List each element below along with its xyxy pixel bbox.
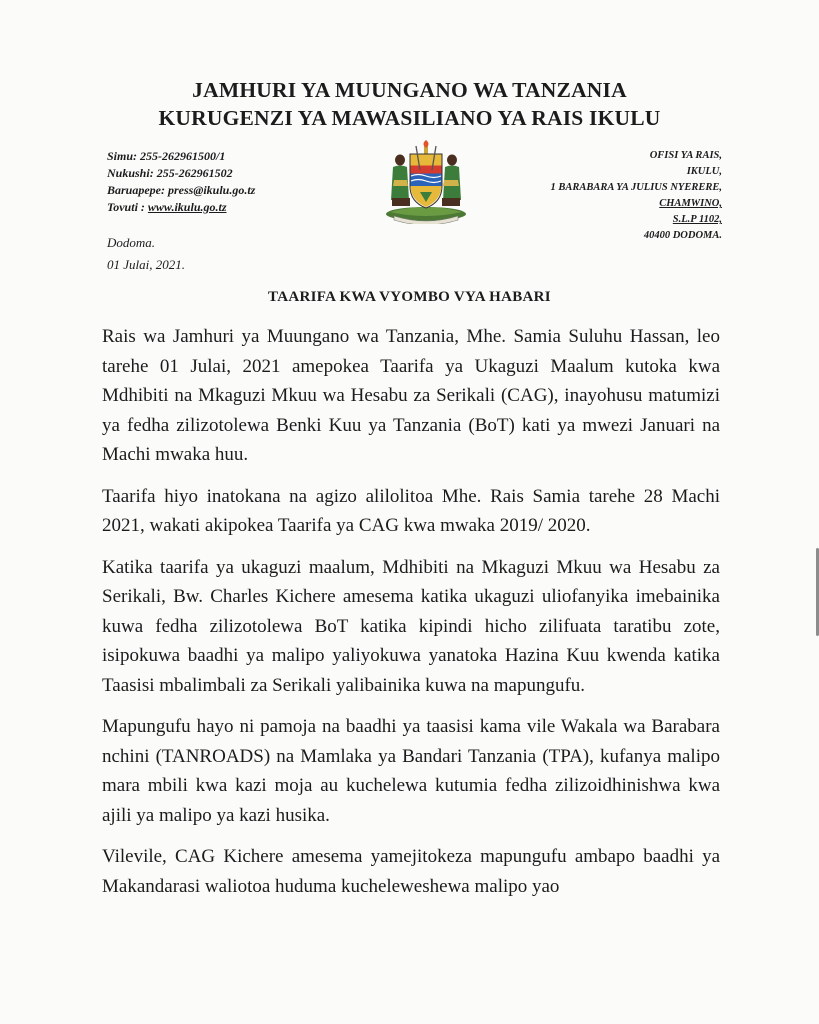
email-address[interactable]: Baruapepe: press@ikulu.go.tz <box>107 183 256 197</box>
header-line-1: JAMHURI YA MUUNGANO WA TANZANIA <box>192 78 627 102</box>
date: 01 Julai, 2021. <box>107 257 185 272</box>
place: Dodoma. <box>107 235 156 250</box>
fax-number: Nukushi: 255-262961502 <box>107 166 233 180</box>
address-line-1: OFISI YA RAIS, <box>649 150 722 161</box>
website-label: Tovuti : <box>107 200 148 214</box>
address-line-5: S.L.P 1102, <box>672 214 722 225</box>
address-line-3: 1 BARABARA YA JULIUS NYERERE, <box>550 182 722 193</box>
contact-block <box>107 148 255 216</box>
coat-of-arms-icon <box>380 140 472 224</box>
paragraph: Rais wa Jamhuri ya Muungano wa Tanzania, Mhe. Samia Suluhu Hassan, leo tarehe 01 Julai, 2021 amepokea Taarifa ya Ukaguzi Maalum kutoka kwa Mdhibiti na Mkaguzi Mkuu wa Hesabu za Serikali (CAG), inayohusu matumizi ya fedha zilizotolewa Benki Kuu ya Tanzania (BoT) kati ya mwezi Januari na Machi mwaka huu. <box>102 326 720 465</box>
press-release-body <box>102 322 720 913</box>
paragraph: Vilevile, CAG Kichere amesema yamejitokeza mapungufu ambapo baadhi ya Makandarasi waliotoa huduma kucheleweshewa malipo yao <box>102 846 720 897</box>
paragraph: Mapungufu hayo ni pamoja na baadhi ya taasisi kama vile Wakala wa Barabara nchini (TANROADS) na Mamlaka ya Bandari Tanzania (TPA), kufanya malipo mara mbili kwa kazi moja au kuchelewa kutumia fedha zilizoidhinishwa kwa ajili ya malipo ya kazi husika. <box>102 716 720 826</box>
office-address-block <box>482 148 722 244</box>
address-line-2: IKULU, <box>686 166 722 177</box>
phone-number: Simu: 255-262961500/1 <box>107 149 226 163</box>
address-line-4: CHAMWINO, <box>659 198 722 209</box>
paragraph: Katika taarifa ya ukaguzi maalum, Mdhibiti na Mkaguzi Mkuu wa Hesabu za Serikali, Bw. Charles Kichere amesema katika ukaguzi uliofanyika imebainika kuwa fedha zilizotolewa BoT katika kipindi hicho zilifuata taratibu zote, isipokuwa baadhi ya malipo yaliyokuwa yanatoka Hazina Kuu kwenda katika Taasisi mbalimbali za Serikali yalibainika kuwa na mapungufu. <box>102 556 720 696</box>
press-release-title: TAARIFA KWA VYOMBO VYA HABARI <box>268 289 551 305</box>
place-date-block <box>107 232 185 276</box>
header-line-2: KURUGENZI YA MAWASILIANO YA RAIS IKULU <box>158 106 661 130</box>
paragraph: Taarifa hiyo inatokana na agizo alilolitoa Mhe. Rais Samia tarehe 28 Machi 2021, wakati akipokea Taarifa ya CAG kwa mwaka 2019/ 2020. <box>102 485 720 536</box>
address-line-6: 40400 DODOMA. <box>643 230 722 241</box>
website-link[interactable]: www.ikulu.go.tz <box>147 200 227 214</box>
website-row <box>107 199 255 216</box>
